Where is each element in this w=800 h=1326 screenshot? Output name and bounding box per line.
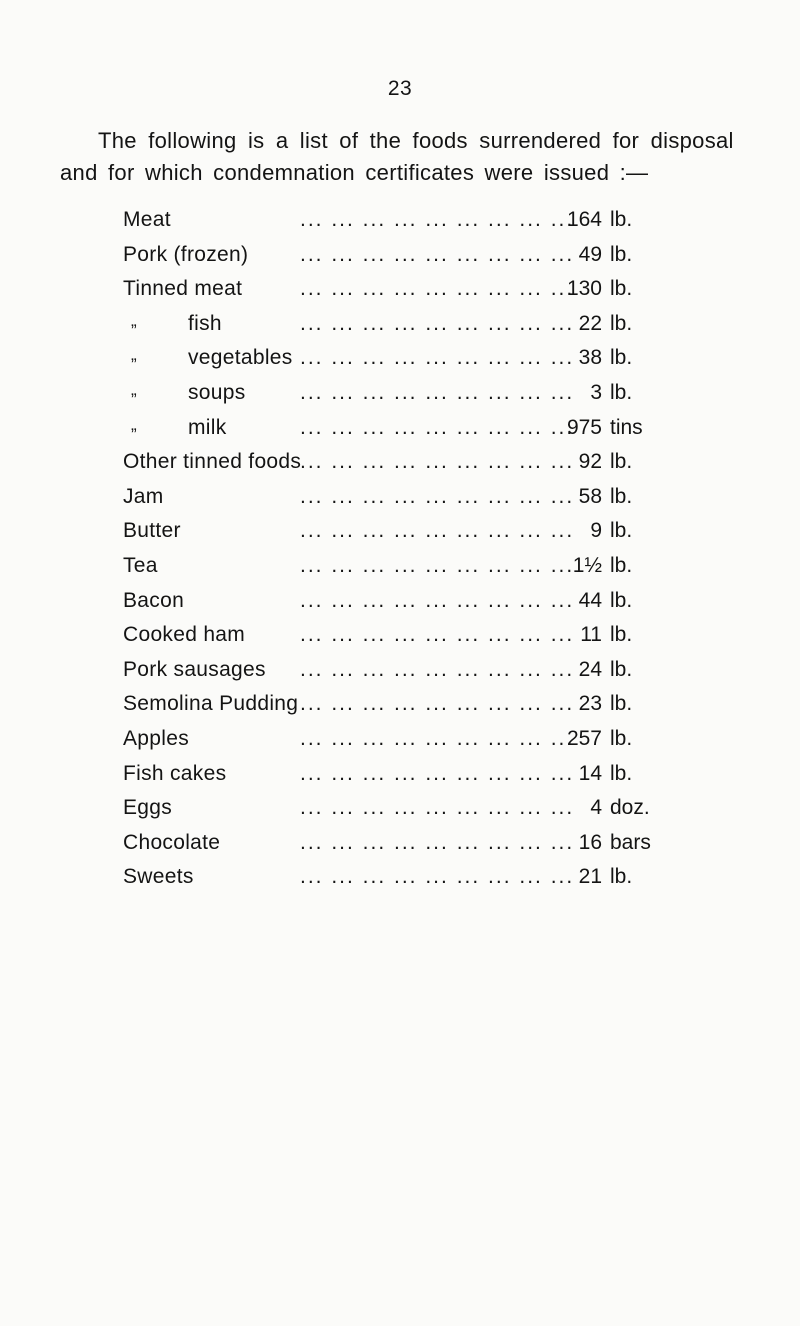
- list-item: [0, 860, 800, 895]
- list-item: [0, 826, 800, 861]
- food-item-name: Butter: [123, 519, 181, 543]
- dot-leader: ... ... ... ... ... ... ... ... ...: [300, 242, 575, 266]
- food-item-name: Fish cakes: [123, 761, 227, 785]
- food-amount: 4: [590, 796, 602, 820]
- dot-leader: ... ... ... ... ... ... ... ... ...: [300, 830, 575, 854]
- food-item-name: Apples: [123, 726, 190, 750]
- dot-leader: ... ... ... ... ... ... ... ... ...: [300, 484, 575, 508]
- food-amount: 49: [578, 242, 602, 266]
- ditto-mark: „: [131, 414, 137, 434]
- food-unit: lb.: [610, 623, 633, 647]
- food-amount: 44: [578, 588, 602, 612]
- food-item-name: Eggs: [123, 796, 173, 820]
- list-item: [0, 411, 800, 446]
- list-item: [0, 514, 800, 549]
- food-unit: lb.: [610, 761, 633, 785]
- dot-leader: ... ... ... ... ... ... ... ... ...: [300, 450, 575, 474]
- dot-leader: ... ... ... ... ... ... ... ... ...: [300, 553, 575, 577]
- food-item-name: Semolina Pudding: [123, 692, 299, 716]
- dot-leader: ... ... ... ... ... ... ... ... ...: [300, 796, 575, 820]
- food-item-name: vegetables: [188, 346, 293, 370]
- list-item: [0, 687, 800, 722]
- intro-paragraph: [60, 125, 760, 189]
- food-unit: lb.: [610, 726, 633, 750]
- food-unit: lb.: [610, 311, 633, 335]
- list-item: [0, 549, 800, 584]
- food-unit: lb.: [610, 588, 633, 612]
- list-item: [0, 272, 800, 307]
- intro-line-2: and for which condemnation certificates were issued :—: [60, 160, 649, 185]
- dot-leader: ... ... ... ... ... ... ... ... ...: [300, 415, 575, 439]
- food-item-name: milk: [188, 415, 227, 439]
- food-unit: lb.: [610, 519, 633, 543]
- dot-leader: ... ... ... ... ... ... ... ... ...: [300, 380, 575, 404]
- list-item: [0, 722, 800, 757]
- food-unit: lb.: [610, 242, 633, 266]
- list-item: [0, 203, 800, 238]
- food-amount: 975: [566, 415, 602, 439]
- dot-leader: ... ... ... ... ... ... ... ... ...: [300, 726, 575, 750]
- food-unit: lb.: [610, 208, 633, 231]
- food-item-name: Meat: [123, 208, 171, 231]
- dot-leader: ... ... ... ... ... ... ... ... ...: [300, 519, 575, 543]
- list-item: [0, 791, 800, 826]
- food-amount: 58: [578, 484, 602, 508]
- ditto-mark: „: [131, 345, 137, 365]
- food-item-name: Sweets: [123, 865, 194, 889]
- list-item: [0, 376, 800, 411]
- food-item-name: Tea: [123, 553, 158, 577]
- food-item-name: fish: [188, 311, 222, 335]
- list-item: [0, 480, 800, 515]
- food-amount: 130: [566, 277, 602, 301]
- list-item: [0, 238, 800, 273]
- food-amount: 21: [578, 865, 602, 889]
- food-item-name: Pork (frozen): [123, 242, 249, 266]
- food-amount: 257: [566, 726, 602, 750]
- food-list: [0, 203, 800, 895]
- dot-leader: ... ... ... ... ... ... ... ... ...: [300, 761, 575, 785]
- food-unit: lb.: [610, 277, 633, 301]
- food-item-name: Bacon: [123, 588, 185, 612]
- food-item-name: Chocolate: [123, 830, 221, 854]
- food-unit: lb.: [610, 450, 633, 474]
- food-amount: 3: [590, 380, 602, 404]
- food-unit: bars: [610, 830, 651, 854]
- food-item-name: Other tinned foods: [123, 450, 302, 474]
- food-item-name: Cooked ham: [123, 623, 246, 647]
- food-item-name: Jam: [123, 484, 164, 508]
- food-unit: lb.: [610, 346, 633, 370]
- food-unit: tins: [610, 415, 643, 439]
- list-item: [0, 445, 800, 480]
- food-amount: 16: [578, 830, 602, 854]
- food-unit: lb.: [610, 553, 633, 577]
- list-item: [0, 618, 800, 653]
- dot-leader: ... ... ... ... ... ... ... ... ...: [300, 208, 575, 231]
- food-amount: 9: [590, 519, 602, 543]
- food-item-name: Tinned meat: [123, 277, 243, 301]
- list-item: [0, 757, 800, 792]
- food-unit: lb.: [610, 865, 633, 889]
- dot-leader: ... ... ... ... ... ... ... ... ...: [300, 865, 575, 889]
- ditto-mark: „: [131, 379, 137, 399]
- food-amount: 92: [578, 450, 602, 474]
- food-amount: 22: [578, 311, 602, 335]
- food-amount: 23: [578, 692, 602, 716]
- food-unit: doz.: [610, 796, 650, 820]
- dot-leader: ... ... ... ... ... ... ... ... ...: [300, 311, 575, 335]
- food-unit: lb.: [610, 380, 633, 404]
- food-item-name: soups: [188, 380, 246, 404]
- intro-line-1: The following is a list of the foods surrendered for disposal: [98, 128, 734, 153]
- list-item: [0, 307, 800, 342]
- dot-leader: ... ... ... ... ... ... ... ... ...: [300, 623, 575, 647]
- food-item-name: Pork sausages: [123, 657, 266, 681]
- food-amount: 164: [566, 208, 602, 231]
- dot-leader: ... ... ... ... ... ... ... ... ...: [300, 588, 575, 612]
- food-amount: 14: [578, 761, 602, 785]
- dot-leader: ... ... ... ... ... ... ... ... ...: [300, 277, 575, 301]
- page-number: 23: [387, 77, 413, 100]
- food-unit: lb.: [610, 692, 633, 716]
- list-item: [0, 584, 800, 619]
- list-item: [0, 653, 800, 688]
- food-amount: 1½: [572, 553, 602, 577]
- food-unit: lb.: [610, 484, 633, 508]
- food-amount: 11: [580, 623, 602, 647]
- dot-leader: ... ... ... ... ... ... ... ... ...: [300, 692, 575, 716]
- ditto-mark: „: [131, 310, 137, 330]
- dot-leader: ... ... ... ... ... ... ... ... ...: [300, 657, 575, 681]
- food-unit: lb.: [610, 657, 633, 681]
- list-item: [0, 341, 800, 376]
- food-amount: 38: [578, 346, 602, 370]
- dot-leader: ... ... ... ... ... ... ... ... ...: [300, 346, 575, 370]
- food-amount: 24: [578, 657, 602, 681]
